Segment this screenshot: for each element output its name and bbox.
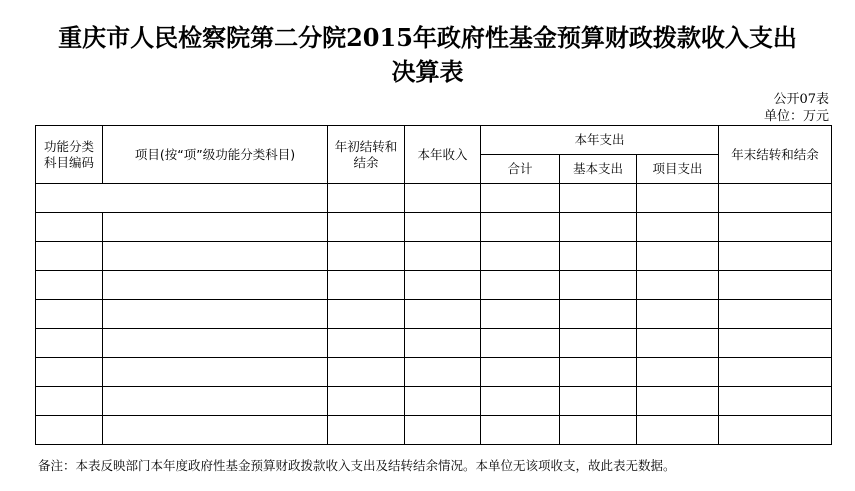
cell-code-item	[36, 184, 328, 213]
header-item: 项目(按“项”级功能分类科目)	[103, 126, 328, 184]
header-closing-balance: 年末结转和结余	[719, 126, 832, 184]
report-title-line1: 重庆市人民检察院第二分院2015年政府性基金预算财政拨款收入支出	[58, 23, 797, 52]
table-row	[36, 184, 832, 213]
form-number: 公开07表	[773, 92, 829, 107]
cell-exp-basic	[560, 358, 637, 387]
cell-opening	[328, 242, 405, 271]
table-row	[36, 387, 832, 416]
cell-item	[103, 358, 328, 387]
cell-exp-basic	[560, 271, 637, 300]
header-exp-total: 合计	[481, 155, 560, 184]
cell-opening	[328, 213, 405, 242]
cell-exp-project	[637, 358, 719, 387]
cell-item	[103, 329, 328, 358]
cell-closing	[719, 300, 832, 329]
cell-exp-total	[481, 184, 560, 213]
cell-exp-total	[481, 387, 560, 416]
table-row	[36, 271, 832, 300]
cell-exp-project	[637, 271, 719, 300]
cell-item	[103, 416, 328, 445]
cell-exp-total	[481, 242, 560, 271]
table-row	[36, 358, 832, 387]
cell-income	[405, 271, 481, 300]
cell-item	[103, 300, 328, 329]
cell-exp-project	[637, 387, 719, 416]
table-body	[36, 184, 832, 445]
cell-item	[103, 242, 328, 271]
unit-label: 单位：万元	[763, 109, 829, 124]
header-exp-basic: 基本支出	[560, 155, 637, 184]
cell-exp-basic	[560, 387, 637, 416]
cell-closing	[719, 358, 832, 387]
cell-code	[36, 358, 103, 387]
table-row	[36, 242, 832, 271]
cell-exp-project	[637, 416, 719, 445]
cell-closing	[719, 271, 832, 300]
cell-exp-total	[481, 358, 560, 387]
cell-closing	[719, 213, 832, 242]
cell-exp-project	[637, 300, 719, 329]
cell-closing	[719, 242, 832, 271]
cell-opening	[328, 387, 405, 416]
table-row	[36, 300, 832, 329]
cell-closing	[719, 416, 832, 445]
cell-closing	[719, 329, 832, 358]
cell-item	[103, 387, 328, 416]
cell-exp-basic	[560, 242, 637, 271]
cell-exp-total	[481, 271, 560, 300]
table-row	[36, 416, 832, 445]
cell-opening	[328, 184, 405, 213]
table-header	[36, 126, 832, 184]
cell-exp-total	[481, 416, 560, 445]
cell-exp-basic	[560, 213, 637, 242]
cell-code	[36, 387, 103, 416]
cell-closing	[719, 387, 832, 416]
report-title-line2: 决算表	[391, 57, 464, 86]
cell-code	[36, 271, 103, 300]
table-row	[36, 213, 832, 242]
cell-income	[405, 387, 481, 416]
cell-item	[103, 271, 328, 300]
cell-opening	[328, 358, 405, 387]
cell-code	[36, 416, 103, 445]
cell-income	[405, 300, 481, 329]
cell-exp-project	[637, 184, 719, 213]
cell-exp-basic	[560, 300, 637, 329]
cell-exp-project	[637, 242, 719, 271]
cell-exp-total	[481, 329, 560, 358]
header-code: 功能分类 科目编码	[36, 126, 103, 184]
cell-exp-total	[481, 300, 560, 329]
cell-item	[103, 213, 328, 242]
header-income: 本年收入	[405, 126, 481, 184]
cell-code	[36, 242, 103, 271]
cell-opening	[328, 416, 405, 445]
header-expenditure: 本年支出	[481, 126, 719, 155]
cell-closing	[719, 184, 832, 213]
cell-exp-basic	[560, 329, 637, 358]
cell-opening	[328, 271, 405, 300]
cell-income	[405, 184, 481, 213]
header-exp-project: 项目支出	[637, 155, 719, 184]
cell-exp-project	[637, 329, 719, 358]
cell-exp-basic	[560, 184, 637, 213]
cell-code	[36, 300, 103, 329]
table-row	[36, 329, 832, 358]
cell-exp-total	[481, 213, 560, 242]
cell-opening	[328, 329, 405, 358]
cell-income	[405, 213, 481, 242]
cell-exp-basic	[560, 416, 637, 445]
cell-income	[405, 242, 481, 271]
cell-income	[405, 358, 481, 387]
cell-income	[405, 416, 481, 445]
cell-exp-project	[637, 213, 719, 242]
budget-table	[35, 125, 832, 445]
cell-code	[36, 329, 103, 358]
cell-income	[405, 329, 481, 358]
cell-code	[36, 213, 103, 242]
header-opening-balance: 年初结转和 结余	[328, 126, 405, 184]
cell-opening	[328, 300, 405, 329]
footnote: 备注：本表反映部门本年度政府性基金预算财政拨款收入支出及结转结余情况。本单位无该项收支，故此表无数据。	[38, 458, 676, 473]
